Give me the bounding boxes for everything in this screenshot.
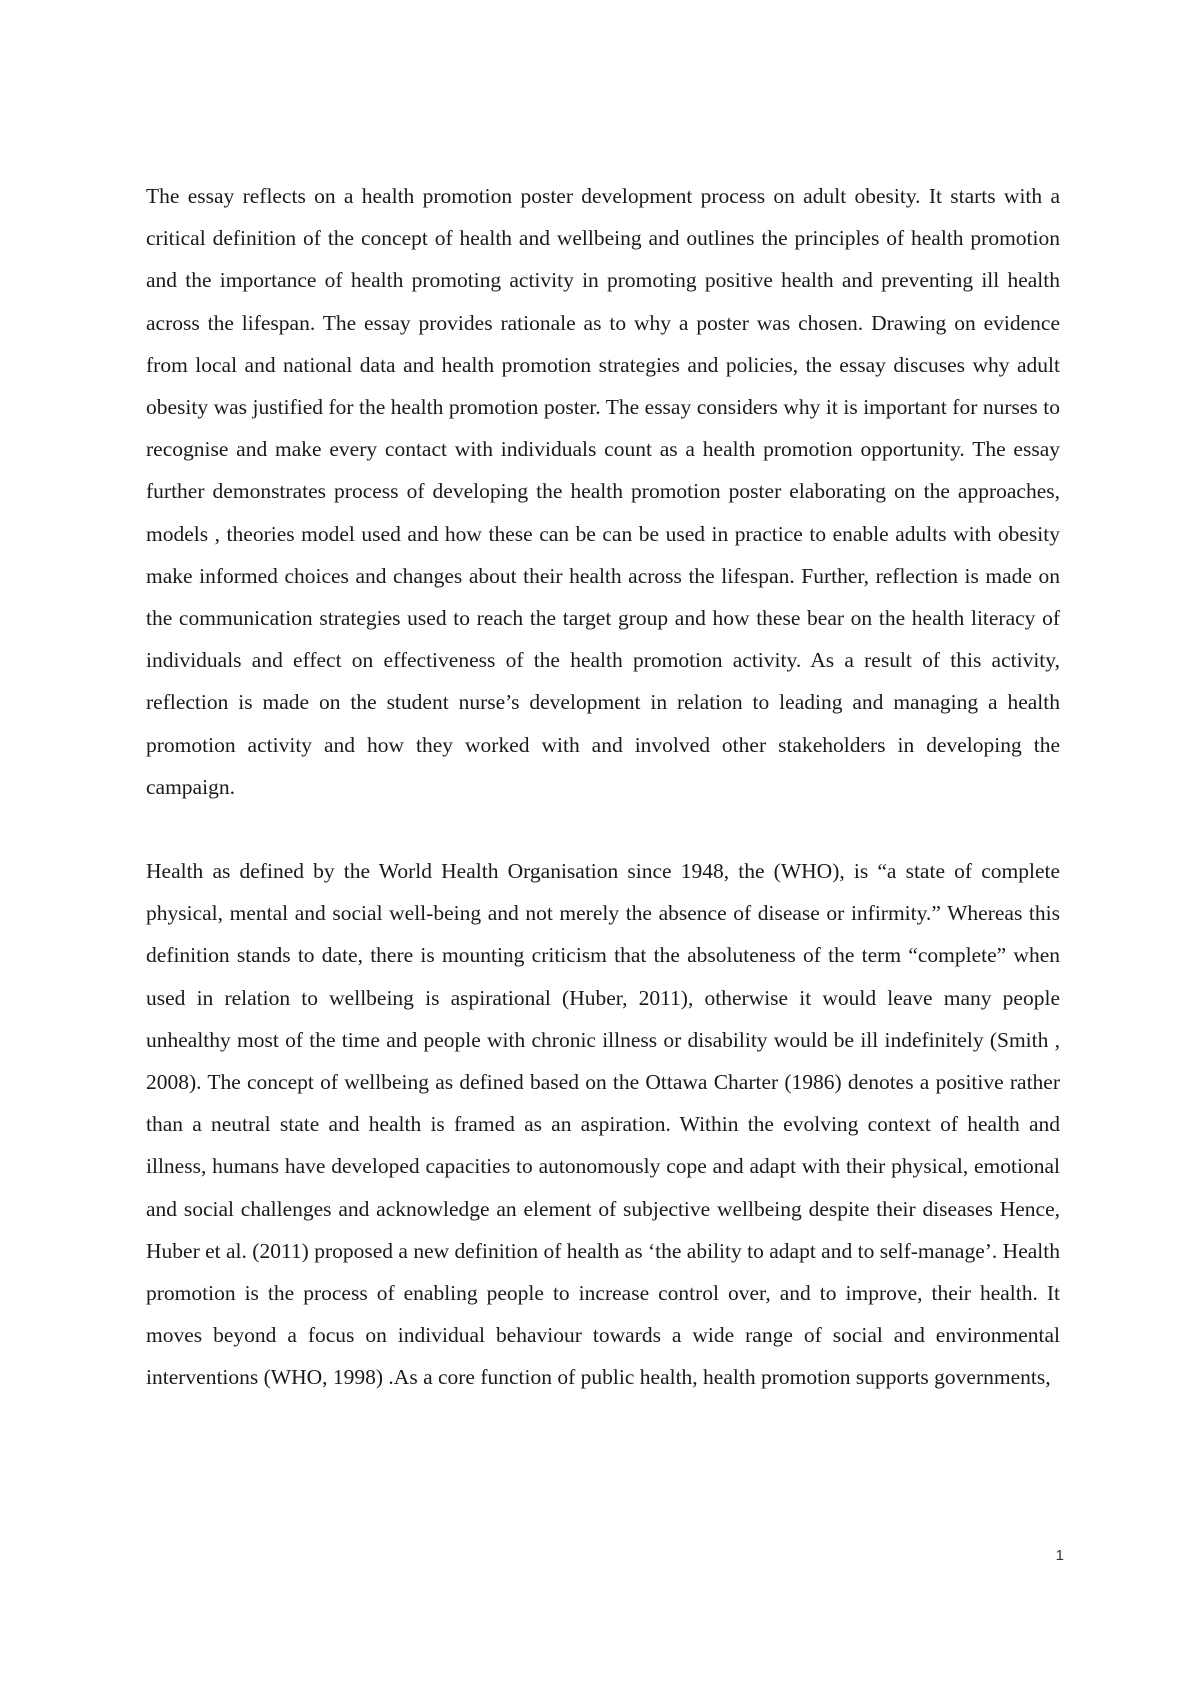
document-body (146, 175, 1060, 1399)
page-number: 1 (1055, 1547, 1064, 1564)
paragraph-health-definition: Health as defined by the World Health Organisation since 1948, the (WHO), is “a state of complete physical, mental and social well-being and not merely the absence of disease or infirmity.” Whereas this definition stands to date, there is mounting criticism that the absoluteness of the term “complete” when used in relation to wellbeing is aspirational (Huber, 2011), otherwise it would leave many people unhealthy most of the time and people with chronic illness or disability would be ill indefinitely (Smith , 2008). The concept of wellbeing as defined based on the Ottawa Charter (1986) denotes a positive rather than a neutral state and health is framed as an aspiration. Within the evolving context of health and illness, humans have developed capacities to autonomously cope and adapt with their physical, emotional and social challenges and acknowledge an element of subjective wellbeing despite their diseases Hence, Huber et al. (2011) proposed a new definition of health as ‘the ability to adapt and to self-manage’. Health promotion is the process of enabling people to increase control over, and to improve, their health. It moves beyond a focus on individual behaviour towards a wide range of social and environmental interventions (WHO, 1998) .As a core function of public health, health promotion supports governments, (146, 859, 1060, 1390)
paragraph-intro: The essay reflects on a health promotion poster development process on adult obesity. It starts with a critical definition of the concept of health and wellbeing and outlines the principles of health promotion and the importance of health promoting activity in promoting positive health and preventing ill health across the lifespan. The essay provides rationale as to why a poster was chosen. Drawing on evidence from local and national data and health promotion strategies and policies, the essay discuses why adult obesity was justified for the health promotion poster. The essay considers why it is important for nurses to recognise and make every contact with individuals count as a health promotion opportunity. The essay further demonstrates process of developing the health promotion poster elaborating on the approaches, models , theories model used and how these can be can be used in practice to enable adults with obesity make informed choices and changes about their health across the lifespan. Further, reflection is made on the communication strategies used to reach the target group and how these bear on the health literacy of individuals and effect on effectiveness of the health promotion activity. As a result of this activity, reflection is made on the student nurse’s development in relation to leading and managing a health promotion activity and how they worked with and involved other stakeholders in developing the campaign. (146, 184, 1060, 799)
